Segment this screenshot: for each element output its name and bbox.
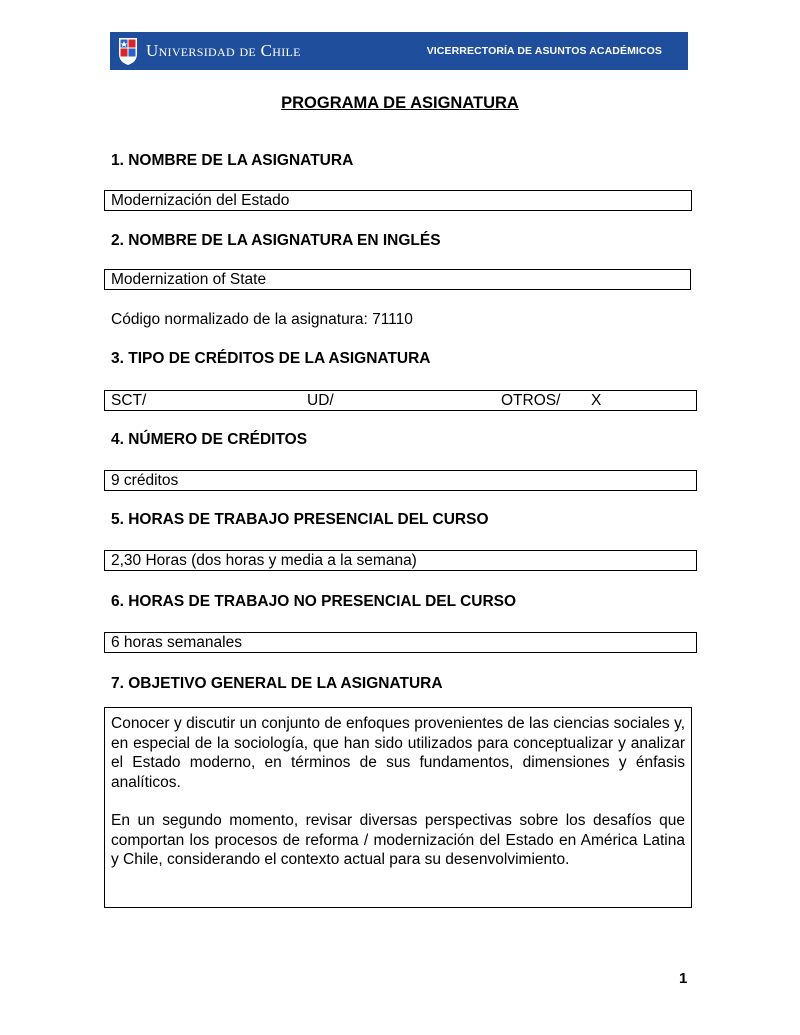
section-4-box xyxy=(104,470,697,491)
section-1-box xyxy=(104,190,692,211)
header-banner xyxy=(110,32,688,70)
section-5-box xyxy=(104,550,697,571)
page-title: PROGRAMA DE ASIGNATURA xyxy=(281,94,519,112)
presential-hours-value: 2,30 Horas (dos horas y media a la semana) xyxy=(111,552,417,569)
university-seal-icon xyxy=(118,36,138,66)
course-name-value: Modernización del Estado xyxy=(111,192,290,209)
course-name-english-value: Modernization of State xyxy=(111,271,267,288)
section-2-box xyxy=(104,269,691,290)
section-2-heading: 2. NOMBRE DE LA ASIGNATURA EN INGLÉS xyxy=(111,232,441,249)
section-7-heading: 7. OBJETIVO GENERAL DE LA ASIGNATURA xyxy=(111,675,443,692)
credit-type-sct: SCT/ xyxy=(111,392,147,409)
section-6-heading: 6. HORAS DE TRABAJO NO PRESENCIAL DEL CURSO xyxy=(111,593,517,610)
university-name: Universidad de Chile xyxy=(146,41,301,60)
objective-paragraph-1: Conocer y discutir un conjunto de enfoques provenientes de las ciencias sociales y, en especial de la sociología, que han sido utilizados para conceptualizar y analizar el Estado moderno, en términos de sus fundamentos, dimensiones y énfasis analíticos. xyxy=(111,715,685,791)
course-code-line: Código normalizado de la asignatura: 71110 xyxy=(111,311,413,328)
credits-value: 9 créditos xyxy=(111,472,179,489)
section-5-heading: 5. HORAS DE TRABAJO PRESENCIAL DEL CURSO xyxy=(111,511,489,528)
credit-type-otros: OTROS/ xyxy=(501,392,561,409)
objective-paragraph-2: En un segundo momento, revisar diversas perspectivas sobre los desafíos que comportan los procesos de reforma / modernización del Estado en América Latina y Chile, considerando el contexto actual para su desenvolvimiento. xyxy=(111,812,685,868)
credit-type-mark: X xyxy=(591,392,602,409)
section-1-heading: 1. NOMBRE DE LA ASIGNATURA xyxy=(111,152,354,169)
section-7-box xyxy=(104,707,692,908)
office-name: VICERRECTORÍA DE ASUNTOS ACADÉMICOS xyxy=(426,45,662,57)
section-4-heading: 4. NÚMERO DE CRÉDITOS xyxy=(111,431,308,448)
page-number: 1 xyxy=(679,970,688,987)
non-presential-hours-value: 6 horas semanales xyxy=(111,634,242,651)
section-3-box xyxy=(104,390,697,411)
credit-types-row xyxy=(111,391,696,410)
credit-type-ud: UD/ xyxy=(307,392,334,409)
section-6-box xyxy=(104,632,697,653)
section-3-heading: 3. TIPO DE CRÉDITOS DE LA ASIGNATURA xyxy=(111,350,431,367)
